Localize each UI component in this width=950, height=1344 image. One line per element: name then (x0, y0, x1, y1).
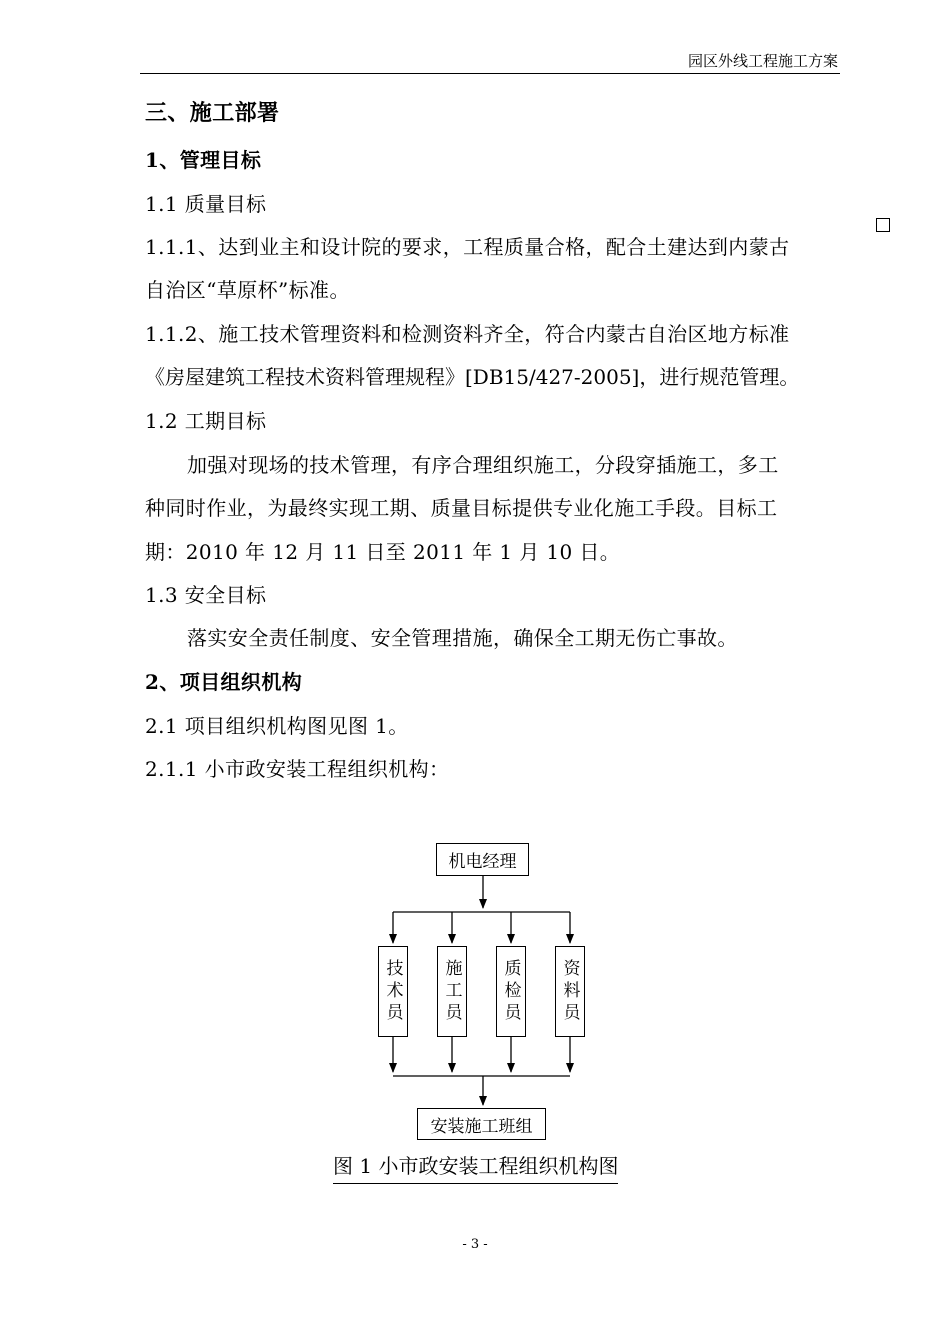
paragraph-line: 种同时作业，为最终实现工期、质量目标提供专业化施工手段。目标工 (145, 496, 778, 520)
org-node-label: 施工员 (441, 958, 462, 1025)
org-node-role (496, 946, 526, 1037)
org-node-label: 质检员 (500, 958, 521, 1025)
org-node-role (555, 946, 585, 1037)
heading-schedule-goal: 1.2 工期目标 (145, 409, 267, 433)
heading-org: 2、项目组织机构 (145, 670, 303, 694)
paragraph-line: 落实安全责任制度、安全管理措施，确保全工期无伤亡事故。 (187, 626, 738, 650)
paragraph-line: 1.1.1、达到业主和设计院的要求，工程质量合格，配合土建达到内蒙古 (145, 235, 790, 259)
heading-safety-goal: 1.3 安全目标 (145, 583, 267, 607)
page-number: - 3 - (462, 1237, 488, 1252)
header-title: 园区外线工程施工方案 (687, 52, 838, 70)
paragraph-line: 加强对现场的技术管理，有序合理组织施工，分段穿插施工，多工 (187, 453, 779, 477)
org-node-role (437, 946, 467, 1037)
org-node-label: 技术员 (382, 958, 403, 1025)
figure-caption: 图 1 小市政安装工程组织机构图 (333, 1150, 618, 1184)
heading-mgmt-goal: 1、管理目标 (145, 148, 262, 172)
paragraph-line: 2.1 项目组织机构图见图 1。 (145, 714, 409, 738)
paragraph-line: 《房屋建筑工程技术资料管理规程》[DB15/427-2005]，进行规范管理。 (145, 365, 800, 389)
paragraph-line: 自治区“草原杯”标准。 (145, 278, 350, 302)
org-node-manager: 机电经理 (436, 843, 529, 876)
paragraph-line: 2.1.1 小市政安装工程组织机构： (145, 757, 450, 781)
org-node-role (378, 946, 408, 1037)
org-node-team: 安装施工班组 (417, 1108, 546, 1140)
paragraph-line: 1.1.2、施工技术管理资料和检测资料齐全，符合内蒙古自治区地方标准 (145, 322, 790, 346)
org-node-label: 资料员 (559, 958, 580, 1025)
section-title: 三、施工部署 (145, 100, 280, 126)
heading-quality-goal: 1.1 质量目标 (145, 192, 267, 216)
paragraph-line: 期：2010 年 12 月 11 日至 2011 年 1 月 10 日。 (145, 540, 621, 564)
